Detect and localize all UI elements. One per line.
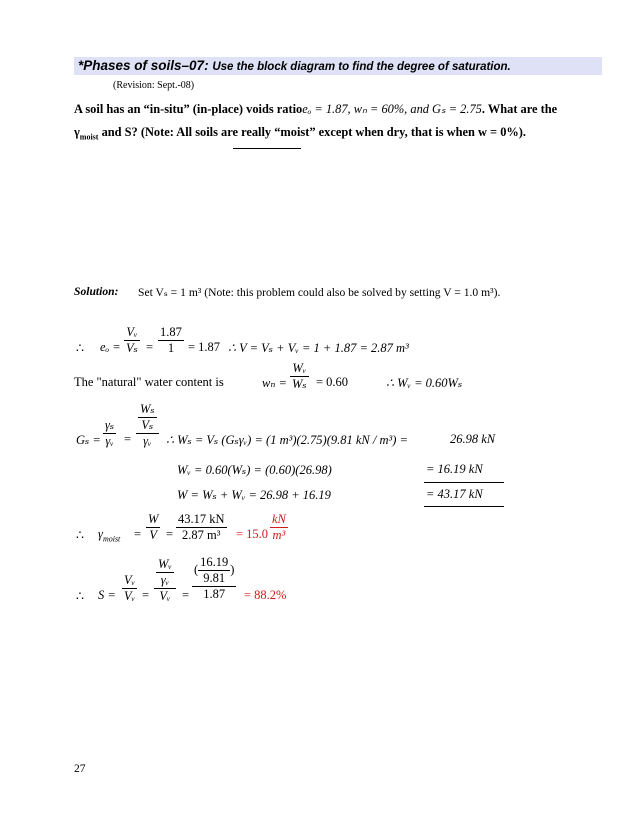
page-number: 27 xyxy=(74,763,86,775)
water-result: = 0.60 xyxy=(316,375,349,389)
s-lhs: S = xyxy=(98,588,116,602)
water-frac: $\frac{\text{Wᵥ}}{\text{Wₛ}}$ xyxy=(292,361,307,391)
revision-note: (Revision: Sept.-08) xyxy=(113,80,195,91)
water-weight-relation: ∴ Wᵥ = 0.60Wₛ xyxy=(386,376,463,390)
gs-frac-b: $\frac{\frac{\text{Wₛ}}{\text{Vₛ}}}{\text{γᵥ}}$ xyxy=(136,402,159,449)
eq1-lhs: eₒ = xyxy=(100,340,121,354)
ww-equation: Wᵥ = 0.60(Wₛ) = (0.60)(26.98) xyxy=(177,463,332,477)
eq1-frac2: $\frac{1.87}{1}$ xyxy=(160,325,182,355)
water-content-text: The "natural" water content is xyxy=(74,375,224,389)
gm-therefore: ∴ xyxy=(76,528,84,542)
eq1-result: = 1.87 xyxy=(188,340,221,354)
solution-intro: Set Vₛ = 1 m³ (Note: this problem could also be solved by setting V = 1.0 m³). xyxy=(138,286,501,299)
ww-underline xyxy=(424,482,504,483)
w-equation: W = Wₛ + Wᵥ = 26.98 + 16.19 xyxy=(177,488,331,502)
gs-frac-a: $\frac{\text{γₛ}}{\text{γᵥ}}$ xyxy=(105,418,115,448)
answer-blank-line xyxy=(233,148,301,149)
page-title: *Phases of soils–07: Use the block diagram to find the degree of saturation. xyxy=(78,58,511,73)
s-frac3: ( $\frac{16.19}{9.81}$ ) 1.87 xyxy=(194,555,235,601)
problem-line-1: A soil has an “in-situ” (in-place) voids ratioeₒ = 1.87, wₙ = 60%, and Gₛ = 2.75. What are the xyxy=(74,102,558,116)
eq1-total-volume: ∴ V = Vₛ + Vᵥ = 1 + 1.87 = 2.87 m³ xyxy=(228,341,409,355)
ws-value: 26.98 kN xyxy=(450,432,496,446)
eq1-therefore: ∴ xyxy=(76,341,84,355)
gm-frac2: $\frac{43.17 kN}{\text{2.87 m³}}$ xyxy=(178,512,225,542)
title-subtitle: Use the block diagram to find the degree of saturation. xyxy=(212,61,511,73)
gs-lhs: Gₛ = xyxy=(76,433,101,447)
given-values: eₒ = 1.87, wₙ = 60%, and Gₛ = 2.75 xyxy=(302,102,482,116)
gm-unit: $\frac{kN}{\text{m³}}$ xyxy=(272,512,286,542)
w-value: = 43.17 kN xyxy=(426,487,483,501)
s-frac2: $\frac{\frac{\text{Wᵥ}}{\text{γᵥ}}}{\text{Vᵥ}}$ xyxy=(154,557,176,604)
s-frac1: $\frac{\text{Vᵥ}}{\text{Vᵥ}}$ xyxy=(124,573,136,603)
water-lhs: wₙ = xyxy=(262,376,287,390)
gm-lhs: $\gamma_{moist}$ xyxy=(98,527,121,544)
gm-result: = 15.0 xyxy=(236,527,269,541)
s-therefore: ∴ xyxy=(76,589,84,603)
ws-equation: ∴ Wₛ = Vₛ (Gₛγᵥ) = (1 m³)(2.75)(9.81 kN / m³) = xyxy=(166,433,408,447)
w-underline xyxy=(424,506,504,507)
ww-value: = 16.19 kN xyxy=(426,462,483,476)
problem-line-2: $\gamma_{moist}$ and S? (Note: All soils are really “moist” except when dry, that is when w = 0%). xyxy=(74,125,526,142)
eq1-frac1: $\frac{\text{Vᵥ}}{\text{Vₛ}}$ xyxy=(126,325,138,355)
solution-label: Solution: xyxy=(74,285,119,298)
s-result: = 88.2% xyxy=(244,588,287,602)
gm-frac1: $\frac{W}{V}$ xyxy=(148,512,159,542)
